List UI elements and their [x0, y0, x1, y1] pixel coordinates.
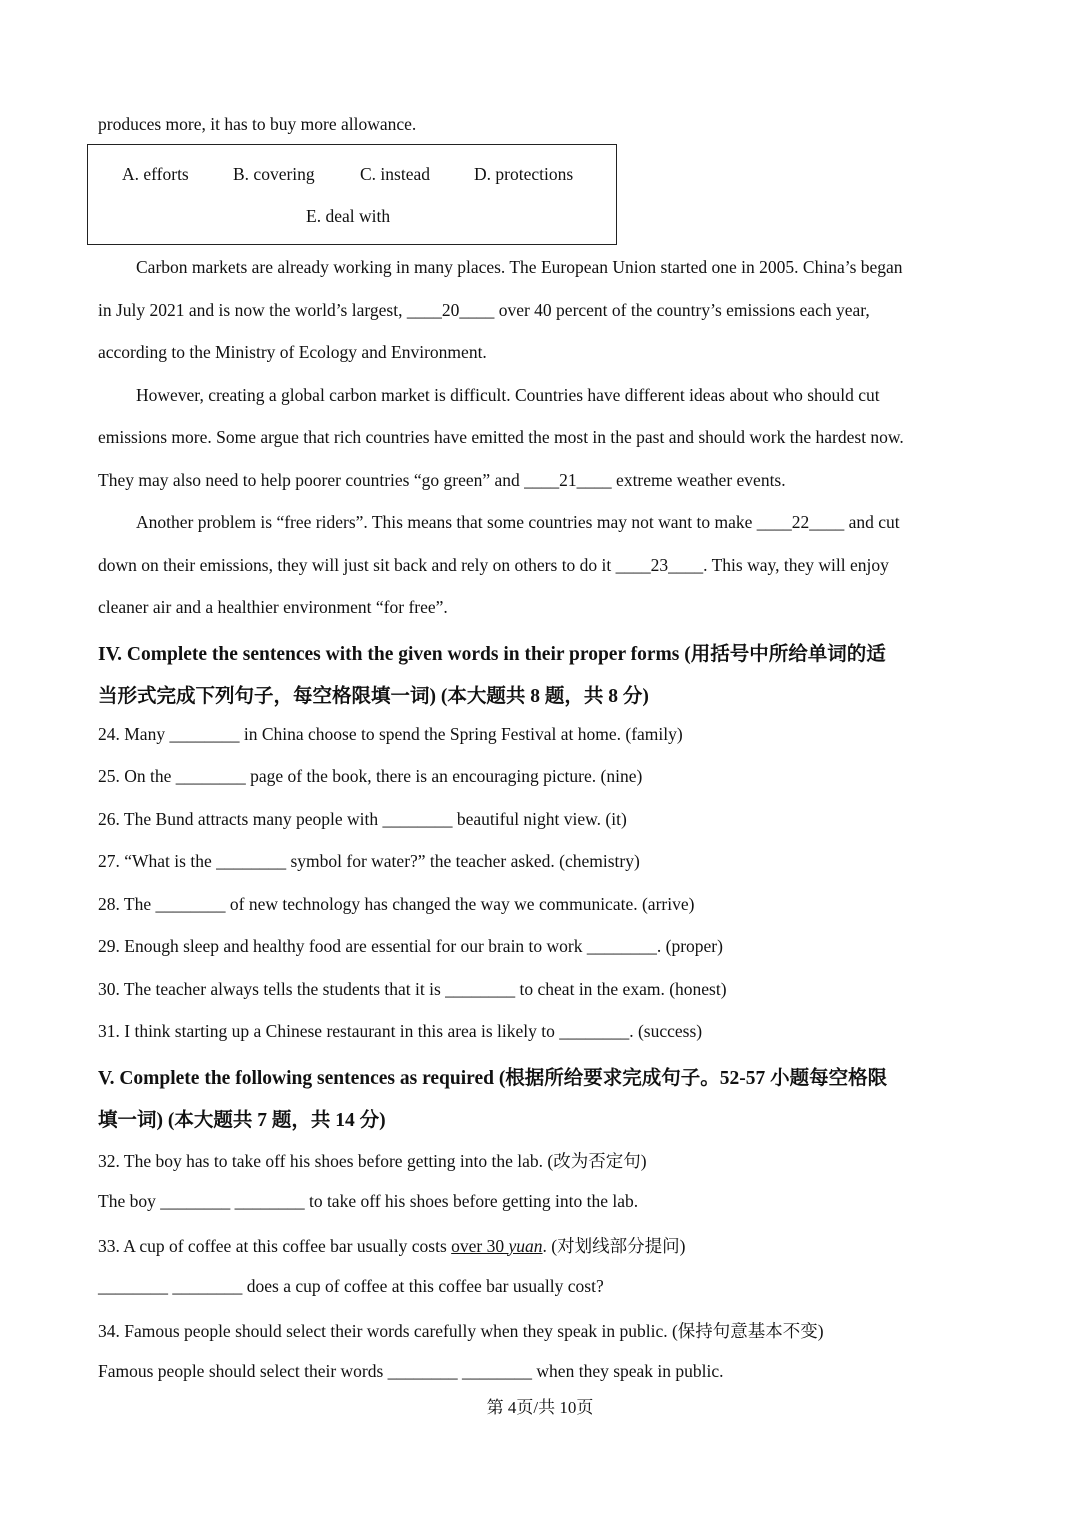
passage-text: according to the Ministry of Ecology and Environment.	[98, 342, 487, 362]
passage-text: However, creating a global carbon market is difficult. Countries have different ideas about who should cut	[136, 385, 880, 405]
passage-text: produces more, it has to buy more allowance.	[98, 114, 417, 134]
underlined-part: over 30 yuan	[451, 1236, 543, 1256]
option-c: C. instead	[360, 164, 430, 184]
question-text: 33. A cup of coffee at this coffee bar usually costs	[98, 1236, 452, 1256]
passage-text: and cut	[844, 512, 900, 532]
blank-21: ____21____	[524, 470, 612, 490]
passage-line	[136, 512, 900, 533]
question-item: 26. The Bund attracts many people with ________ beautiful night view. (it)	[98, 809, 627, 829]
section-heading: V. Complete the following sentences as required (根据所给要求完成句子。52-57 小题每空格限	[98, 1068, 888, 1089]
passage-text: down on their emissions, they will just sit back and rely on others to do it	[98, 555, 616, 575]
passage-text: emissions more. Some argue that rich countries have emitted the most in the past and should work the hardest now.	[98, 427, 904, 447]
question-item: 29. Enough sleep and healthy food are essential for our brain to work ________. (proper)	[98, 936, 723, 956]
section-heading: 当形式完成下列句子，每空格限填一词) (本大题共 8 题，共 8 分)	[98, 686, 649, 707]
passage-line	[98, 470, 786, 491]
answer-line: ________ ________ does a cup of coffee at this coffee bar usually cost?	[98, 1276, 604, 1296]
word-options-box	[87, 144, 617, 245]
passage-text: cleaner air and a healthier environment “for free”.	[98, 597, 448, 617]
blank-20: ____20____	[406, 300, 495, 320]
question-item: 27. “What is the ________ symbol for water?” the teacher asked. (chemistry)	[98, 851, 640, 871]
option-b: B. covering	[233, 164, 315, 184]
passage-text: Another problem is “free riders”. This means that some countries may not want to make	[136, 512, 757, 532]
section-heading: IV. Complete the sentences with the given words in their proper forms (用括号中所给单词的适	[98, 644, 886, 665]
question-item: 28. The ________ of new technology has changed the way we communicate. (arrive)	[98, 894, 695, 914]
option-a: A. efforts	[122, 164, 189, 184]
option-e: E. deal with	[306, 206, 391, 226]
question-item: 24. Many ________ in China choose to spend the Spring Festival at home. (family)	[98, 724, 683, 744]
question-item: 31. I think starting up a Chinese restaurant in this area is likely to ________. (success)	[98, 1021, 703, 1041]
section-heading: 填一词) (本大题共 7 题，共 14 分)	[98, 1110, 386, 1131]
page-footer: 第 4页/共 10页	[486, 1398, 594, 1417]
answer-line: The boy ________ ________ to take off his shoes before getting into the lab.	[98, 1191, 639, 1211]
question-item: 34. Famous people should select their words carefully when they speak in public. (保持句意基本不变)	[98, 1321, 824, 1341]
blank-23: ____23____	[615, 555, 704, 575]
passage-text: over 40 percent of the country’s emissions each year,	[494, 300, 870, 320]
question-item: 32. The boy has to take off his shoes before getting into the lab. (改为否定句)	[98, 1151, 647, 1171]
passage-line	[98, 555, 889, 576]
question-text: . (对划线部分提问)	[542, 1236, 686, 1256]
passage-text: . This way, they will enjoy	[703, 555, 889, 575]
question-item: 30. The teacher always tells the students that it is ________ to cheat in the exam. (honest)	[98, 979, 727, 999]
option-d: D. protections	[474, 164, 574, 184]
question-item	[98, 1233, 685, 1258]
question-item: 25. On the ________ page of the book, there is an encouraging picture. (nine)	[98, 766, 643, 786]
answer-line: Famous people should select their words ________ ________ when they speak in public.	[98, 1361, 724, 1381]
blank-22: ____22____	[756, 512, 845, 532]
passage-text: extreme weather events.	[611, 470, 786, 490]
passage-line	[98, 300, 870, 321]
passage-text: in July 2021 and is now the world’s largest,	[98, 300, 407, 320]
passage-text: They may also need to help poorer countries “go green” and	[98, 470, 525, 490]
passage-text: Carbon markets are already working in many places. The European Union started one in 2005. China’s began	[136, 257, 903, 277]
